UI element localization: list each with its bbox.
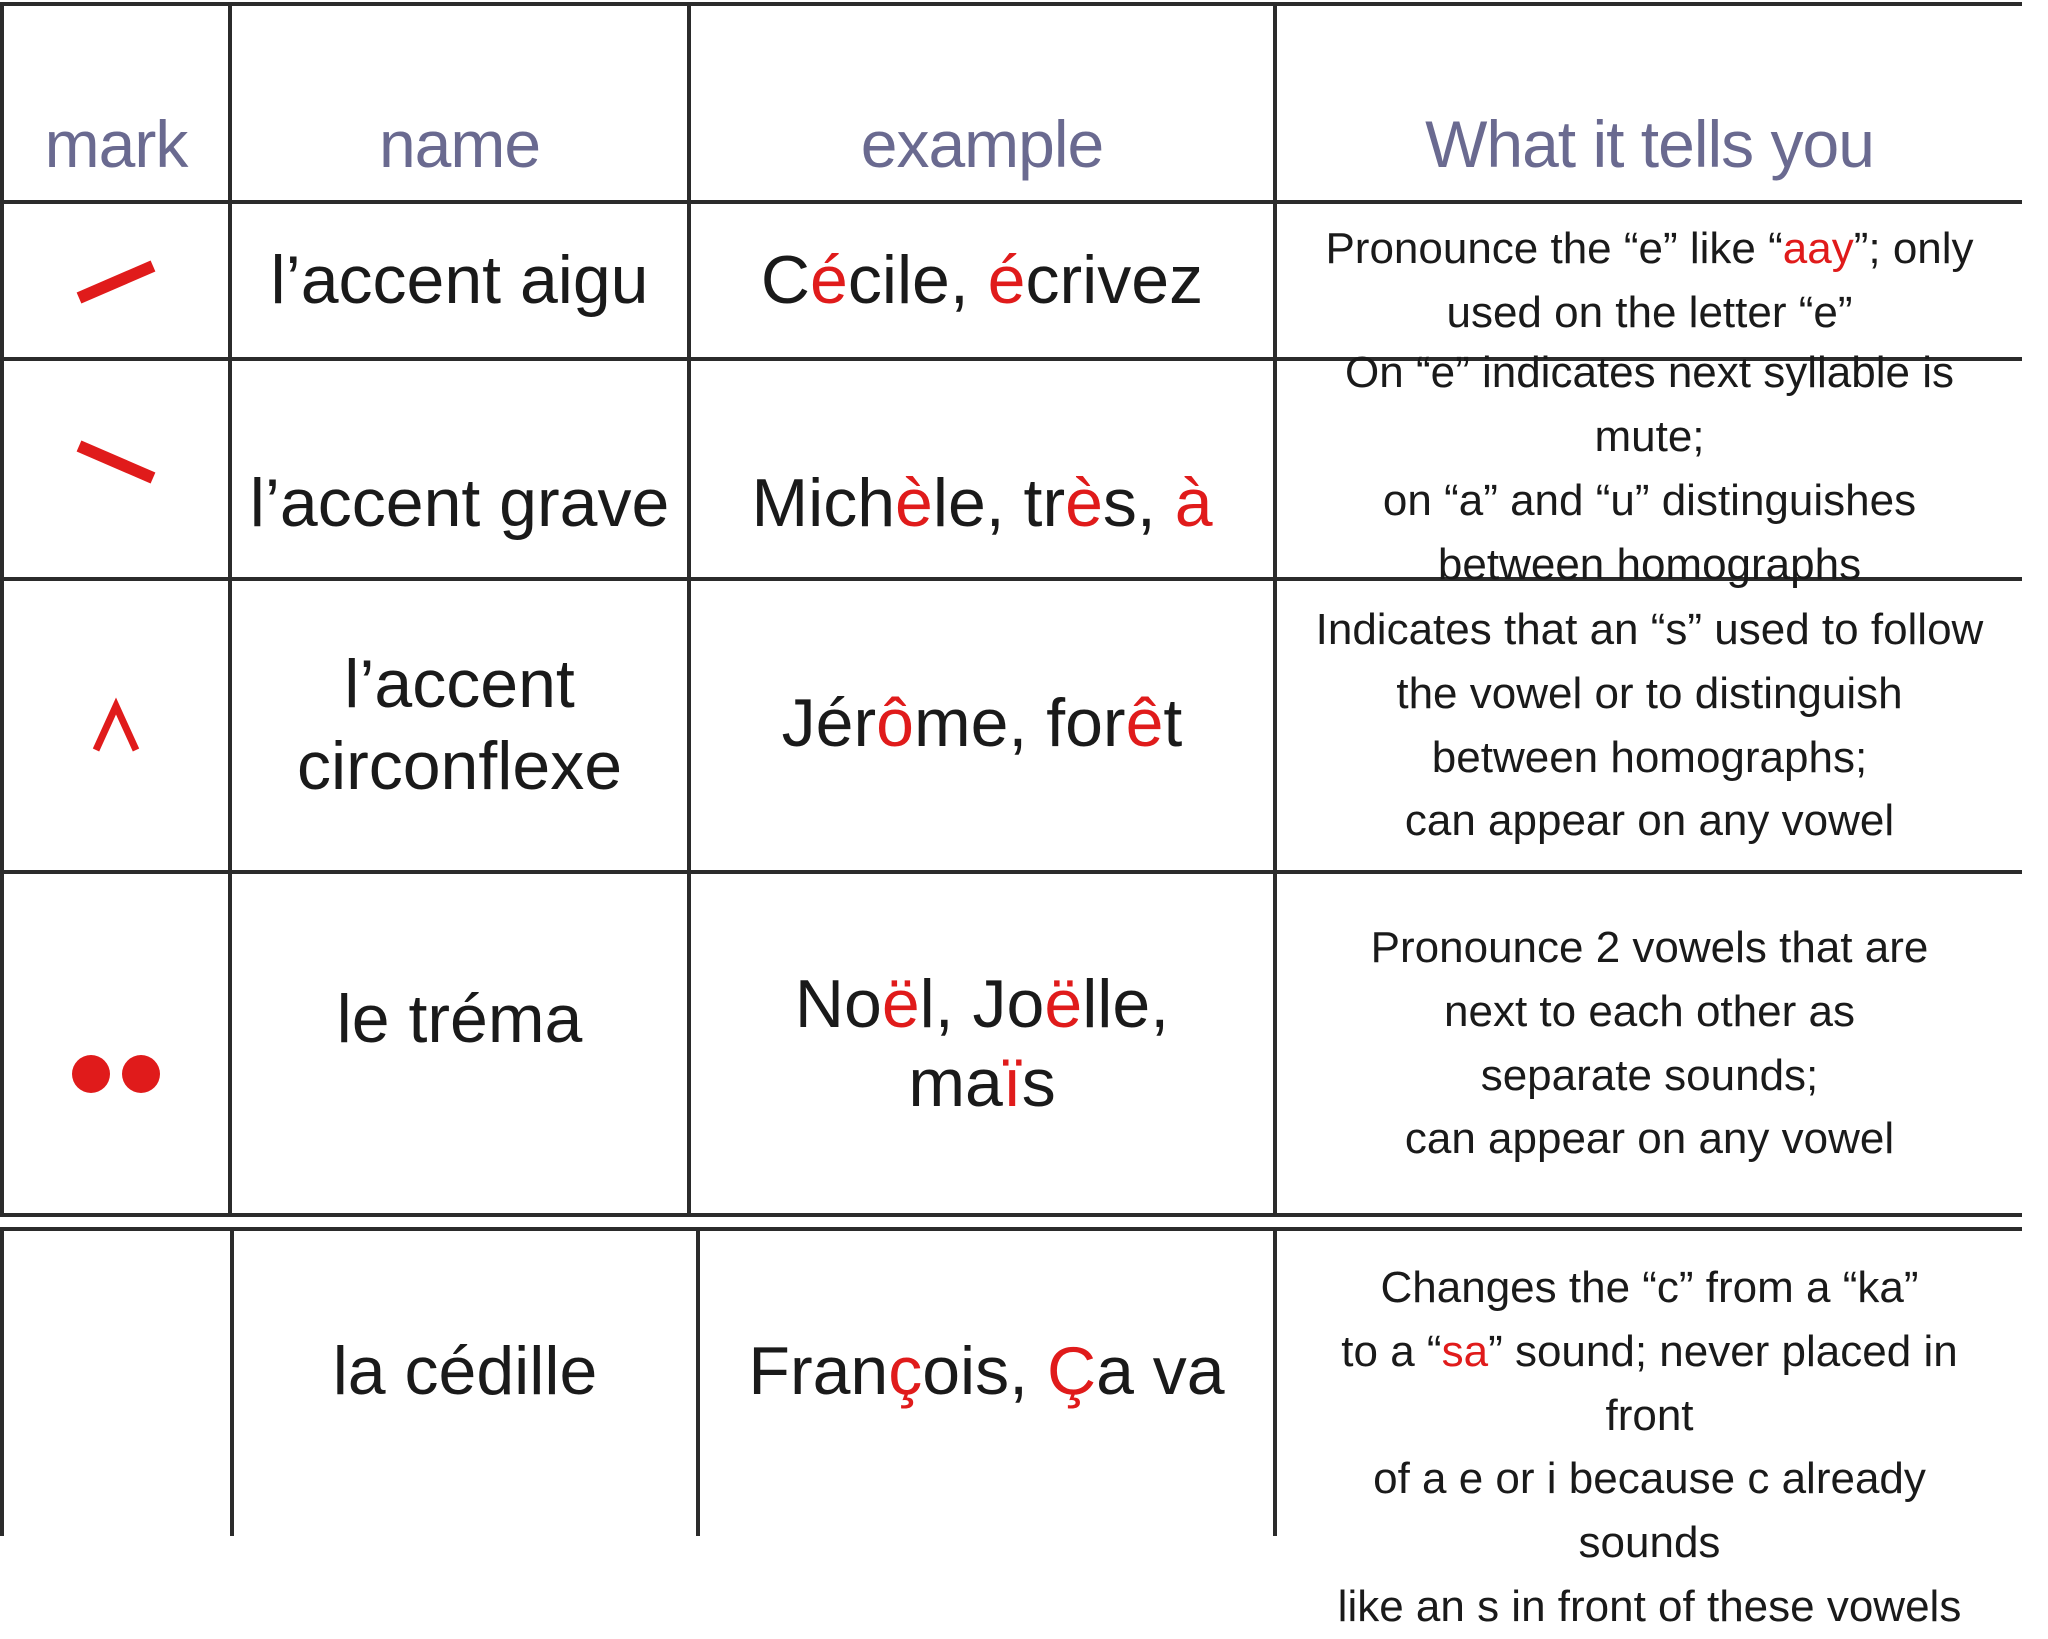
text-run: C: [760, 241, 811, 318]
text-run: Changes the “c” from a “ka”: [1380, 1263, 1919, 1312]
highlighted-letter: ï: [1002, 1044, 1022, 1121]
row5-name: la cédille: [332, 1333, 598, 1409]
text-run: lle,: [1082, 966, 1170, 1043]
text-run: Pronounce the “e” like “: [1325, 223, 1783, 273]
grave-accent-icon: [4, 361, 228, 577]
trema-icon: [4, 874, 228, 1213]
rich-text: [1325, 217, 1973, 345]
highlighted-letter: sa: [1441, 1326, 1489, 1376]
text-run: ” sound; never placed in front: [1488, 1326, 1958, 1440]
acute-accent-icon: [4, 204, 228, 357]
highlighted-letter: é: [810, 241, 848, 318]
text-run: s: [1021, 1044, 1056, 1121]
text-run: Fran: [748, 1333, 889, 1409]
row3-name: l’accent circonflexe: [296, 645, 623, 804]
text-run: Mich: [751, 465, 896, 542]
row5-description: [1277, 1231, 2022, 1631]
header-example: example: [860, 107, 1104, 181]
text-run: t: [1163, 685, 1183, 761]
row1-example: [691, 204, 1273, 357]
text-run: of a e or i because c already sounds: [1373, 1454, 1926, 1568]
row4-name: le tréma: [336, 981, 583, 1057]
text-run: On “e” indicates next syllable is mute;: [1345, 348, 1954, 462]
text-run: crivez: [1025, 241, 1204, 318]
highlighted-letter: Ç: [1046, 1333, 1097, 1409]
rich-text: [761, 240, 1203, 322]
text-run: ma: [908, 1044, 1003, 1121]
row1-description: [1277, 204, 2022, 357]
rich-text: [782, 683, 1183, 765]
row4-example: [691, 874, 1273, 1213]
circumflex-icon: [4, 581, 228, 870]
text-run: like an s in front of these vowels: [1337, 1581, 1962, 1631]
row3-description: [1277, 581, 2022, 870]
text-run: No: [794, 966, 882, 1043]
text-run: can appear on any vowel: [1404, 796, 1895, 846]
header-name: name: [378, 107, 541, 181]
text-run: me, for: [913, 685, 1126, 761]
rich-text: [1316, 598, 1984, 853]
text-run: separate sounds;: [1480, 1050, 1819, 1100]
header-mark: mark: [44, 107, 188, 181]
highlighted-letter: ë: [1044, 966, 1083, 1043]
text-run: Jér: [781, 685, 877, 761]
rich-text: [751, 463, 1212, 545]
row3-example: [691, 581, 1273, 870]
text-run: cile,: [847, 241, 988, 318]
text-run: Indicates that an “s” used to follow: [1315, 604, 1984, 654]
text-run: next to each other as: [1444, 986, 1855, 1036]
text-run: between homographs: [1437, 539, 1862, 589]
row1-name: l’accent aigu: [270, 241, 649, 318]
text-run: Pronounce 2 vowels that are: [1370, 922, 1929, 972]
highlighted-letter: ë: [881, 966, 920, 1043]
rule-row4-bottom: [0, 1213, 2022, 1217]
text-run: to a “: [1341, 1326, 1442, 1376]
row4-description: [1277, 874, 2022, 1213]
highlighted-letter: ç: [888, 1333, 923, 1409]
text-run: ois,: [922, 1333, 1047, 1409]
highlighted-letter: è: [895, 465, 933, 542]
text-run: a va: [1096, 1333, 1225, 1409]
highlighted-letter: aay: [1782, 223, 1854, 273]
text-run: s,: [1102, 465, 1175, 542]
rich-text: [748, 1331, 1224, 1413]
text-run: can appear on any vowel: [1404, 1114, 1895, 1164]
header-what-it-tells-you: What it tells you: [1425, 107, 1874, 181]
text-run: used on the letter “e”: [1446, 287, 1853, 337]
row2-name: l’accent grave: [249, 465, 670, 542]
highlighted-letter: ê: [1125, 685, 1164, 761]
highlighted-letter: ô: [876, 685, 914, 761]
rich-text: [1297, 341, 2002, 596]
highlighted-letter: è: [1065, 465, 1103, 542]
rich-text: [1371, 916, 1929, 1171]
text-run: ”; only: [1853, 223, 1974, 273]
row5-example: [700, 1231, 1273, 1536]
rich-text: [795, 965, 1169, 1121]
highlighted-letter: à: [1174, 465, 1213, 542]
text-run: between homographs;: [1431, 732, 1868, 782]
row2-example: [691, 361, 1273, 577]
row2-description: [1277, 348, 2022, 589]
rich-text: [1297, 1256, 2002, 1639]
text-run: on “a” and “u” distinguishes: [1382, 476, 1917, 525]
cedilla-mark-cell: [4, 1231, 230, 1536]
text-run: l, Jo: [919, 966, 1045, 1043]
text-run: the vowel or to distinguish: [1396, 668, 1903, 718]
text-run: le, tr: [932, 465, 1066, 542]
highlighted-letter: é: [987, 241, 1026, 318]
